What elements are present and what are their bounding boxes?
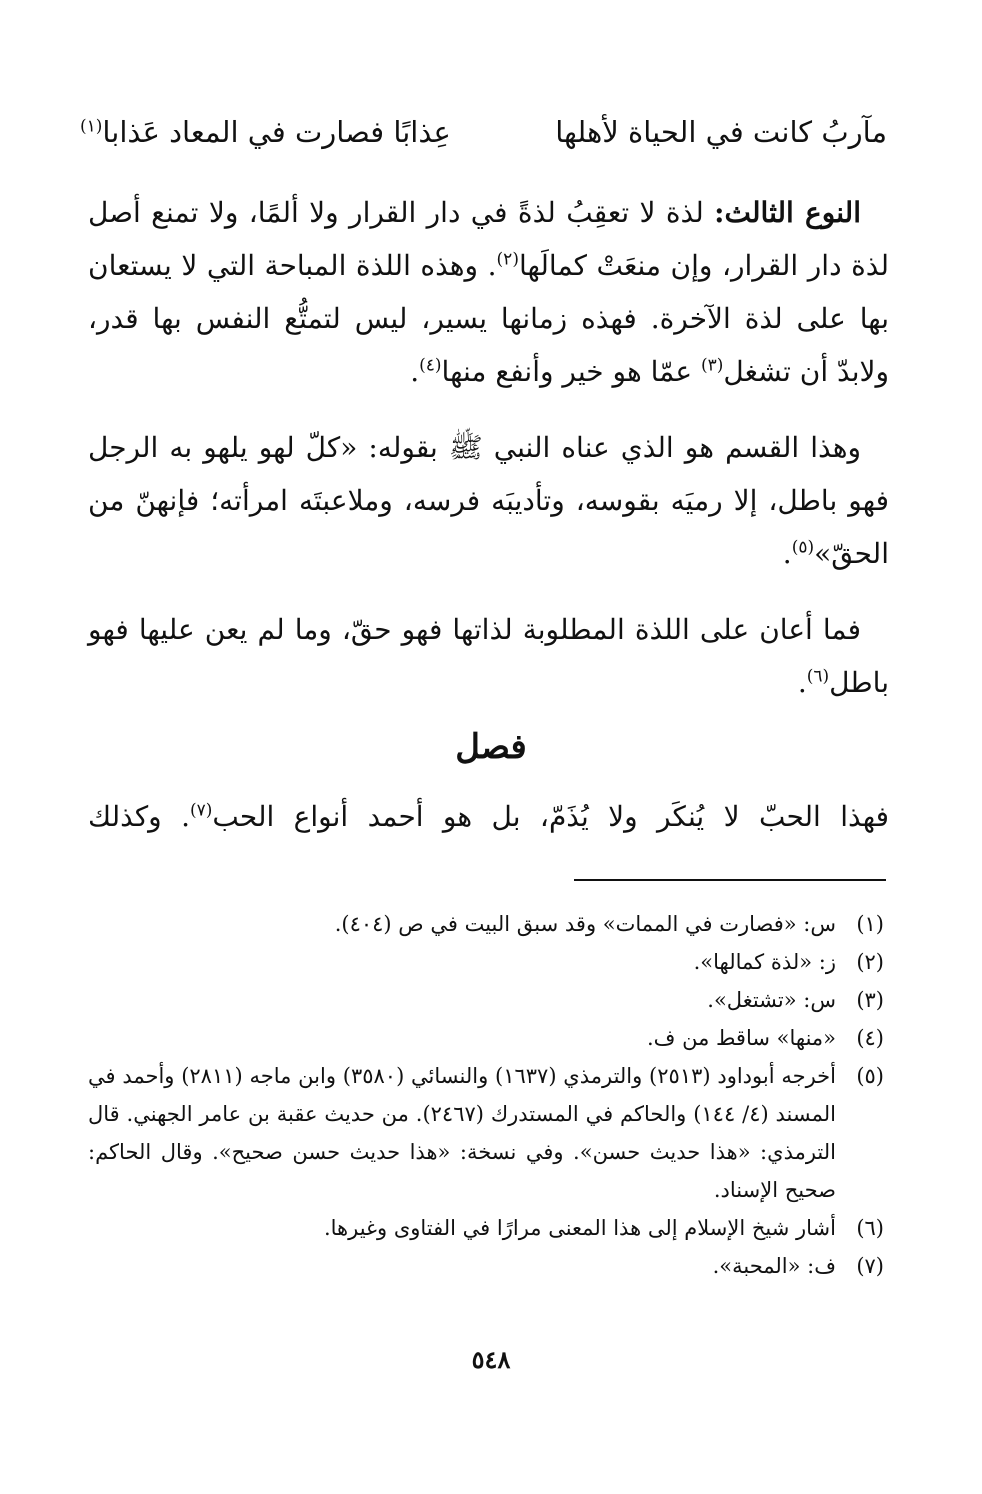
section-first-line xyxy=(88,790,889,843)
paragraph-text: فهذا الحبّ لا يُنكَر ولا يُذَمّ، بل هو أحمد أنواع الحب xyxy=(212,800,889,833)
paragraph-conclusion xyxy=(88,603,889,709)
footnote-ref-6[interactable]: (٦) xyxy=(806,666,830,687)
paragraph-third-type xyxy=(88,186,889,398)
footnote-number: (٦) xyxy=(856,1216,884,1240)
paragraph-text: عمّا هو خير وأنفع منها xyxy=(441,355,701,388)
paragraph-hadith xyxy=(88,421,889,580)
footnote-text: «منها» ساقط من ف. xyxy=(646,1026,836,1050)
section-heading: فصل xyxy=(455,727,527,767)
footnote-item xyxy=(88,1209,884,1247)
footnote-number: (٤) xyxy=(856,1026,884,1050)
footnote-ref-1[interactable]: (١) xyxy=(80,116,103,137)
footnote-number: (٧) xyxy=(856,1254,884,1278)
paragraph-text: فما أعان على اللذة المطلوبة لذاتها فهو حقّ، وما لم يعن عليها فهو باطل xyxy=(88,613,889,699)
paragraph-text: لذة لا تعقِبُ لذةً في دار القرار ولا ألمًا، ولا تمنع أصل لذة دار القرار، وإن منعَتْ كمالَها xyxy=(88,196,889,282)
footnote-ref-7[interactable]: (٧) xyxy=(189,800,213,821)
paragraph-text: . وكذلك xyxy=(88,800,190,833)
main-text xyxy=(88,186,889,732)
footnote-ref-4[interactable]: (٤) xyxy=(419,355,442,376)
verse-second-hemistich xyxy=(80,108,451,156)
footnote-ref-3[interactable]: (٣) xyxy=(700,355,724,376)
footnote-item xyxy=(88,981,884,1019)
paragraph-text: . xyxy=(782,537,792,570)
footnote-text: س: «فصارت في الممات» وقد سبق البيت في ص (٤٠٤). xyxy=(334,912,836,936)
paragraph-text: . وهذه اللذة المباحة التي لا يستعان بها على لذة الآخرة. فهذه زمانها يسير، ليس لتمتُّع النفس بها قدر، ولابدّ أن تشغل xyxy=(88,249,889,388)
footnote-item xyxy=(88,1057,884,1209)
footnote-text: ف: «المحبة». xyxy=(712,1254,836,1278)
footnotes xyxy=(88,905,884,1285)
footnote-number: (١) xyxy=(856,912,884,936)
footnote-text: ز: «لذة كمالها». xyxy=(693,950,836,974)
verse-second-hemistich-text: عِذابًا فصارت في المعاد عَذابا xyxy=(102,115,451,149)
footnote-item xyxy=(88,943,884,981)
footnote-ref-5[interactable]: (٥) xyxy=(791,537,815,558)
footnote-text: أشار شيخ الإسلام إلى هذا المعنى مرارًا في الفتاوى وغيرها. xyxy=(323,1216,836,1240)
paragraph-text: وهذا القسم هو الذي عناه النبي ﷺ بقوله: «كلّ لهو يلهو به الرجل فهو باطل، إلا رميَه بقوسه، وتأديبَه فرسه، وملاعبتَه امرأته؛ فإنهنّ من الحقّ» xyxy=(88,431,889,570)
verse-first-hemistich: مآربُ كانت في الحياة لأهلها xyxy=(555,115,887,149)
footnote-ref-2[interactable]: (٢) xyxy=(496,249,519,270)
footnote-separator xyxy=(574,879,886,881)
footnote-text: أخرجه أبوداود (٢٥١٣) والترمذي (١٦٣٧) والنسائي (٣٥٨٠) وابن ماجه (٢٨١١) وأحمد في المسند (٤/ ١٤٤) والحاكم في المستدرك (٢٤٦٧). من حديث عقبة بن عامر الجهني. قال الترمذي: «هذا حديث حسن». وفي نسخة: «هذا حديث حسن صحيح». وقال الحاكم: صحيح الإسناد. xyxy=(88,1064,836,1202)
footnote-item xyxy=(88,1019,884,1057)
footnote-number: (٣) xyxy=(856,988,884,1012)
footnote-number: (٥) xyxy=(856,1064,884,1088)
footnote-item xyxy=(88,905,884,943)
footnote-item xyxy=(88,1247,884,1285)
paragraph-text: . xyxy=(410,355,420,388)
footnote-text: س: «تشتغل». xyxy=(707,988,836,1012)
footnote-number: (٢) xyxy=(856,950,884,974)
paragraph-text: . xyxy=(797,666,807,699)
page-number: ٥٤٨ xyxy=(471,1345,511,1374)
paragraph-lead: النوع الثالث: xyxy=(714,196,861,229)
